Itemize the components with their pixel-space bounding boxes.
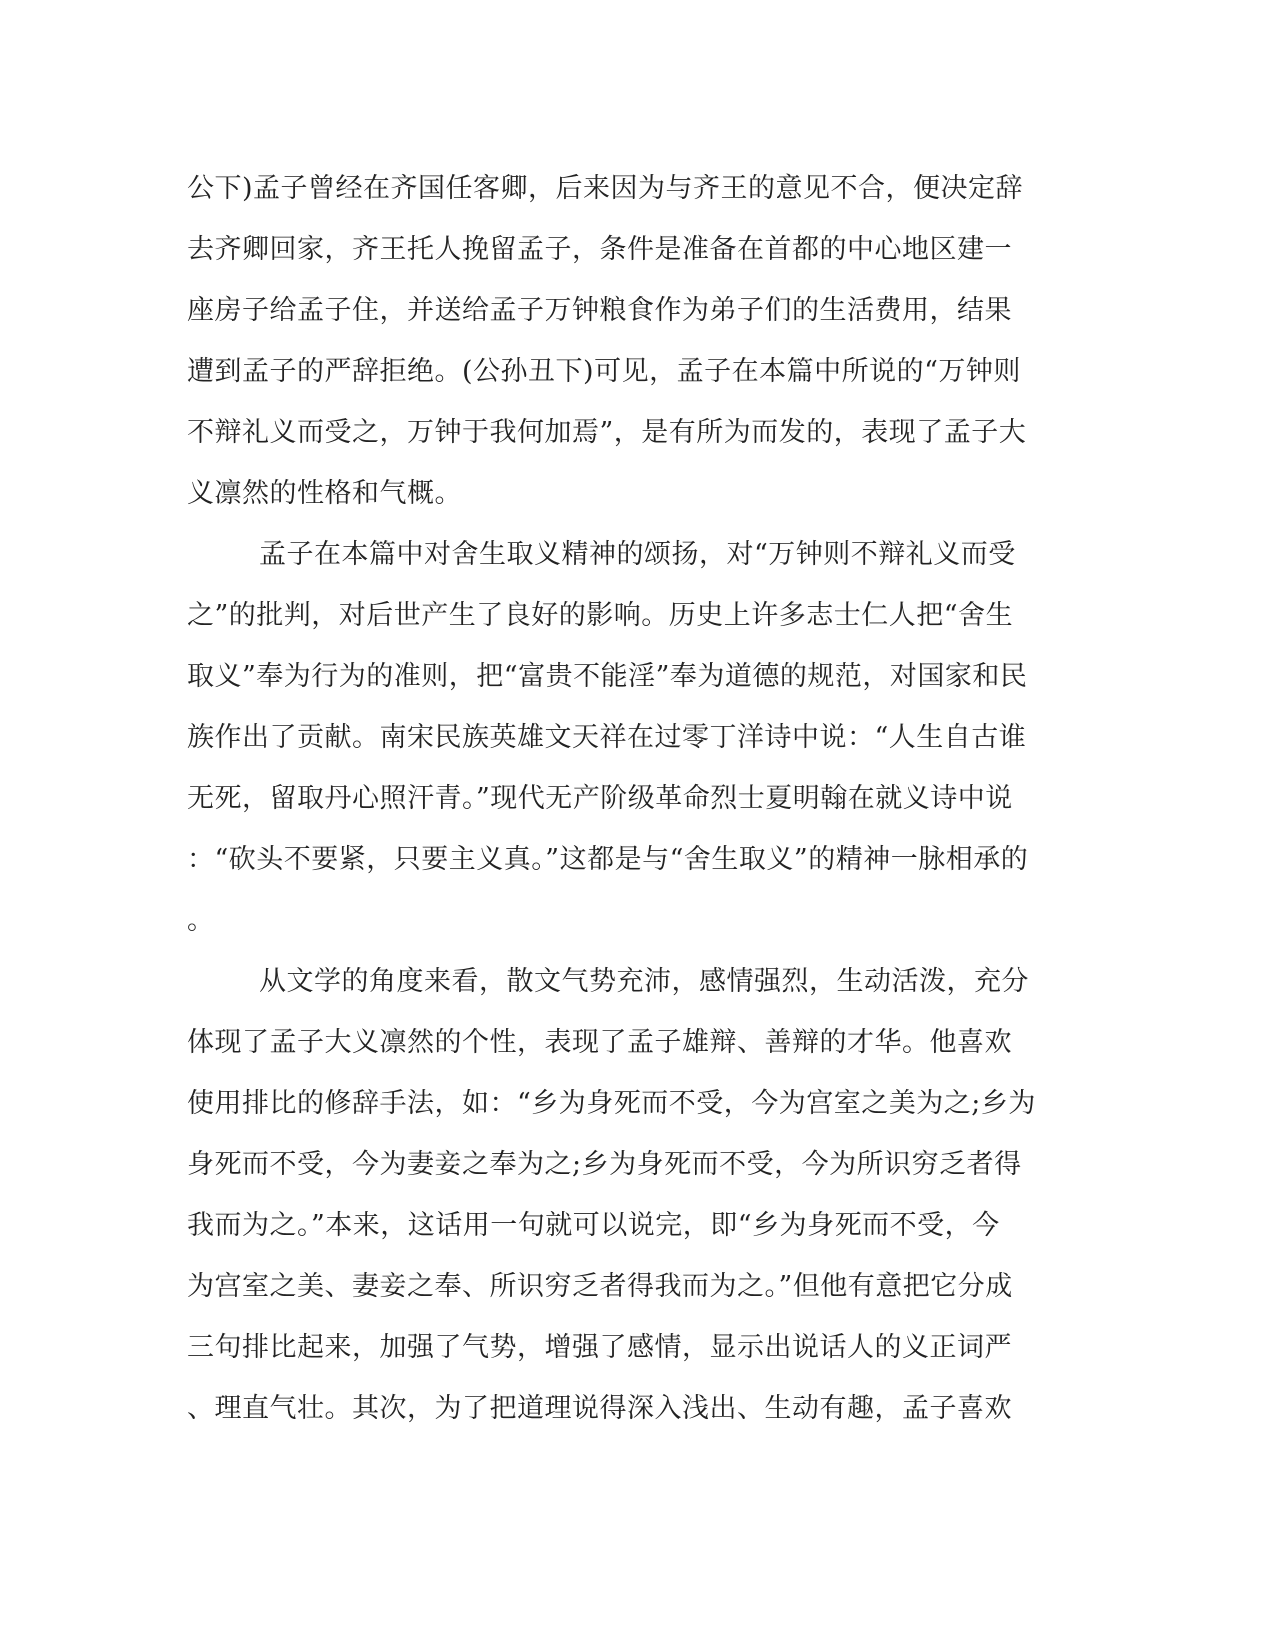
text-line: 遭到孟子的严辞拒绝。(公孙丑下)可见，孟子在本篇中所说的“万钟则	[187, 356, 1021, 387]
paragraph-2	[187, 524, 1077, 951]
text-line: 无死，留取丹心照汗青。”现代无产阶级革命烈士夏明翰在就义诗中说	[187, 783, 1013, 814]
text-line: 取义”奉为行为的准则，把“富贵不能淫”奉为道德的规范，对国家和民	[187, 661, 1028, 692]
text-line: 义凛然的性格和气概。	[187, 478, 462, 509]
document-body	[187, 158, 1077, 1439]
paragraph-3	[187, 951, 1077, 1439]
text-line: 去齐卿回家，齐王托人挽留孟子，条件是准备在首都的中心地区建一	[187, 234, 1012, 265]
text-line: 不辩礼义而受之，万钟于我何加焉”，是有所为而发的，表现了孟子大	[187, 417, 1027, 448]
text-line: 从文学的角度来看，散文气势充沛，感情强烈，生动活泼，充分	[259, 966, 1029, 997]
text-line: 体现了孟子大义凛然的个性，表现了孟子雄辩、善辩的才华。他喜欢	[187, 1027, 1012, 1058]
text-line: 使用排比的修辞手法，如：“乡为身死而不受，今为宫室之美为之;乡为	[187, 1088, 1036, 1119]
text-line: ：“砍头不要紧，只要主义真。”这都是与“舍生取义”的精神一脉相承的	[187, 844, 1029, 875]
text-line: 、理直气壮。其次，为了把道理说得深入浅出、生动有趣，孟子喜欢	[187, 1393, 1012, 1424]
text-line: 座房子给孟子住，并送给孟子万钟粮食作为弟子们的生活费用，结果	[187, 295, 1012, 326]
text-line: 身死而不受，今为妻妾之奉为之;乡为身死而不受，今为所识穷乏者得	[187, 1149, 1022, 1180]
text-line: 为宫室之美、妻妾之奉、所识穷乏者得我而为之。”但他有意把它分成	[187, 1271, 1013, 1302]
paragraph-1	[187, 158, 1077, 524]
text-line: 。	[187, 905, 215, 936]
text-line: 之”的批判，对后世产生了良好的影响。历史上许多志士仁人把“舍生	[187, 600, 1014, 631]
text-line: 三句排比起来，加强了气势，增强了感情，显示出说话人的义正词严	[187, 1332, 1012, 1363]
text-line: 孟子在本篇中对舍生取义精神的颂扬，对“万钟则不辩礼义而受	[259, 539, 1016, 570]
text-line: 公下)孟子曾经在齐国任客卿，后来因为与齐王的意见不合，便决定辞	[187, 173, 1024, 204]
text-line: 我而为之。”本来，这话用一句就可以说完，即“乡为身死而不受，今	[187, 1210, 1000, 1241]
text-line: 族作出了贡献。南宋民族英雄文天祥在过零丁洋诗中说：“人生自古谁	[187, 722, 1027, 753]
